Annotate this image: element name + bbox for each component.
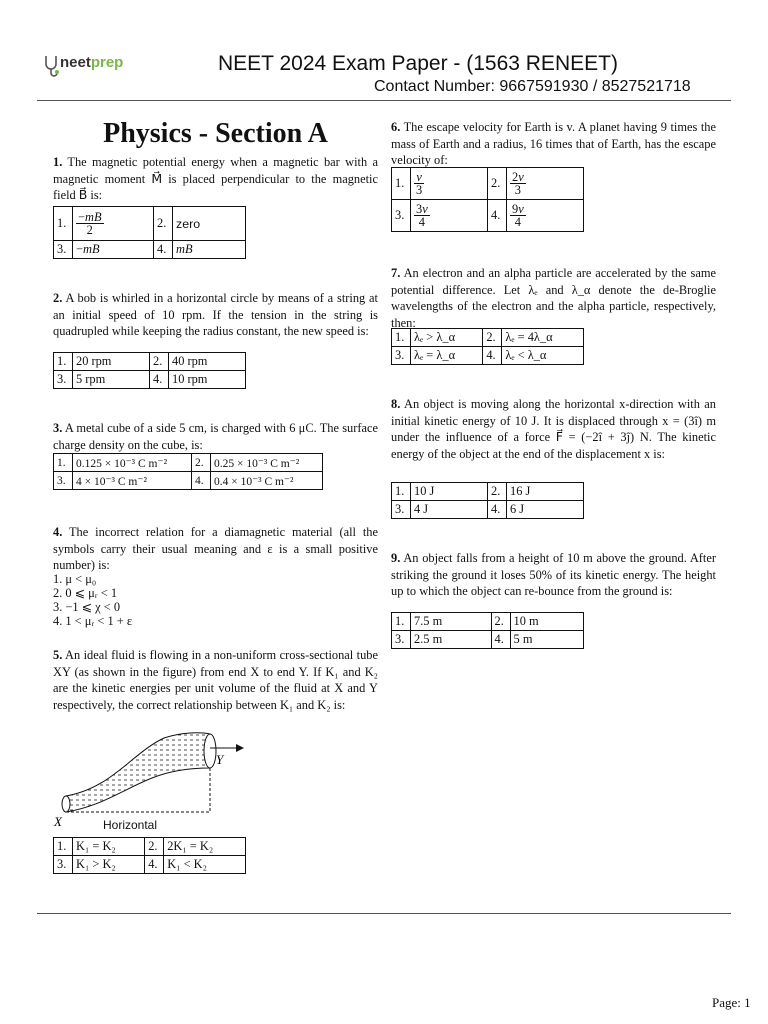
option-1[interactable]: $\frac{-mB}{2}$ — [73, 207, 154, 241]
option-2[interactable]: 40 rpm — [169, 353, 246, 371]
question-4: 4. The incorrect relation for a diamagnetic material (all the symbols carry their usual meaning and ε is a small positive number) is: — [53, 525, 378, 572]
option-2[interactable]: 2K₁ = K₂ — [164, 838, 246, 856]
option-1[interactable]: 7.5 m — [411, 613, 492, 631]
options-table-q7: 1. λₑ > λ_α 2. λₑ = 4λ_α 3. λₑ = λ_α 4. λₑ < λ_α — [391, 328, 584, 365]
figure-caption: Horizontal — [103, 818, 158, 832]
question-text: An electron and an alpha particle are accelerated by the same potential difference. Let λₑ and λ_α denote the de-Broglie wavelengths of the electron and the alpha particle, respectively, then: — [391, 266, 716, 330]
footer-divider — [37, 913, 731, 914]
options-table-q6: 1. $\frac{v}{3}$ 2. $\frac{2v}{3}$ 3. $\frac{3v}{4}$ 4. $\frac{9v}{4}$ — [391, 167, 584, 232]
question-text: An object is moving along the horizontal x-direction with an initial kinetic energy of 10 J. It is displaced through x = (3î) m under the influence of a force F⃗ = (−2î + 3ĵ) N. The kinetic energy of the object at the end of the displacement x is: — [391, 397, 716, 461]
option-1[interactable]: 10 J — [411, 483, 488, 501]
option-4[interactable]: λₑ < λ_α — [502, 347, 584, 365]
question-text: The escape velocity for Earth is v. A planet having 9 times the mass of Earth and a radius, 16 times that of Earth, has the escape velocity of: — [391, 120, 716, 167]
question-text: The incorrect relation for a diamagnetic material (all the symbols carry their usual meaning and ε is a small positive number) is: — [53, 525, 378, 572]
section-title: Physics - Section A — [103, 118, 328, 149]
logo-wordmark: neetprep — [60, 54, 124, 71]
option-4[interactable]: $\frac{9v}{4}$ — [507, 200, 584, 232]
option-3[interactable]: 5 rpm — [73, 371, 150, 389]
option-4[interactable]: 6 J — [507, 501, 584, 519]
option-1[interactable]: 20 rpm — [73, 353, 150, 371]
option-4[interactable]: 0.4 × 10⁻³ C m⁻² — [210, 472, 322, 490]
label-y: Y — [216, 752, 224, 767]
question-5: 5. An ideal fluid is flowing in a non-uniform cross-sectional tube XY (as shown in the figure) from end X to end Y. If K₁ and K₂ are the kinetic energies per unit volume of the fluid at X and Y respectively, the correct relationship between K₁ and K₂ is: — [53, 648, 379, 712]
option-3[interactable]: 3. −1 ⩽ χ < 0 — [53, 600, 121, 614]
header-divider — [37, 100, 731, 101]
options-table-q2: 1. 20 rpm 2. 40 rpm 3. 5 rpm 4. 10 rpm — [53, 352, 246, 389]
stethoscope-icon — [42, 54, 60, 78]
option-1[interactable]: 0.125 × 10⁻³ C m⁻² — [73, 454, 192, 472]
option-1[interactable]: λₑ > λ_α — [411, 329, 483, 347]
option-3[interactable]: 2.5 m — [411, 631, 492, 649]
option-2[interactable]: 0.25 × 10⁻³ C m⁻² — [210, 454, 322, 472]
question-text: The magnetic potential energy when a magnetic bar with a magnetic moment M⃗ is placed perpendicular to the magnetic field B⃗ is: — [53, 155, 378, 202]
options-table-q3: 1. 0.125 × 10⁻³ C m⁻² 2. 0.25 × 10⁻³ C m⁻² 3. 4 × 10⁻³ C m⁻² 4. 0.4 × 10⁻³ C m⁻² — [53, 453, 323, 490]
options-table-q9: 1. 7.5 m 2. 10 m 3. 2.5 m 4. 5 m — [391, 612, 584, 649]
option-4[interactable]: 10 rpm — [169, 371, 246, 389]
question-9: 9. An object falls from a height of 10 m above the ground. After striking the ground it loses 50% of its kinetic energy. The height up to which the object can re-bounce from the ground is: — [391, 551, 716, 598]
option-1[interactable]: $\frac{v}{3}$ — [411, 168, 488, 200]
question-1: 1. The magnetic potential energy when a magnetic bar with a magnetic moment M⃗ is placed perpendicular to the magnetic field B⃗ is: — [53, 155, 378, 202]
option-2[interactable]: $\frac{2v}{3}$ — [507, 168, 584, 200]
option-3[interactable]: λₑ = λ_α — [411, 347, 483, 365]
option-2[interactable]: 10 m — [510, 613, 583, 631]
question-3: 3. A metal cube of a side 5 cm, is charged with 6 μC. The surface charge density on the cube, is: — [53, 421, 378, 452]
question-text: A bob is whirled in a horizontal circle by means of a string at an initial speed of 10 rpm. If the tension in the string is quadrupled while keeping the radius constant, the new speed is: — [53, 291, 378, 338]
contact-number: Contact Number: 9667591930 / 8527521718 — [374, 78, 691, 95]
label-x: X — [54, 814, 62, 828]
option-4[interactable]: K₁ < K₂ — [164, 856, 246, 874]
question-6: 6. The escape velocity for Earth is v. A planet having 9 times the mass of Earth and a radius, 16 times that of Earth, has the escape velocity of: — [391, 120, 716, 167]
option-4[interactable]: mB — [173, 241, 246, 259]
fluid-tube-figure — [52, 728, 252, 828]
options-table-q8: 1. 10 J 2. 16 J 3. 4 J 4. 6 J — [391, 482, 584, 519]
option-2[interactable]: zero — [173, 207, 246, 241]
neetprep-logo — [42, 52, 142, 82]
options-list-q4 — [53, 572, 132, 628]
option-2[interactable]: λₑ = 4λ_α — [502, 329, 584, 347]
exam-title: NEET 2024 Exam Paper - (1563 RENEET) — [218, 52, 618, 75]
question-2: 2. A bob is whirled in a horizontal circle by means of a string at an initial speed of 10 rpm. If the tension in the string is quadrupled while keeping the radius constant, the new speed is: — [53, 291, 378, 338]
option-2[interactable]: 16 J — [507, 483, 584, 501]
option-3[interactable]: −mB — [73, 241, 154, 259]
option-1[interactable]: K₁ = K₂ — [73, 838, 145, 856]
option-3[interactable]: K₁ > K₂ — [73, 856, 145, 874]
question-7: 7. An electron and an alpha particle are accelerated by the same potential difference. Let λₑ and λ_α denote the de-Broglie wavelengths of the electron and the alpha particle, respectively, then: — [391, 266, 716, 330]
question-text: A metal cube of a side 5 cm, is charged with 6 μC. The surface charge density on the cube, is: — [53, 421, 378, 452]
option-3[interactable]: 4 × 10⁻³ C m⁻² — [73, 472, 192, 490]
option-2[interactable]: 2. 0 ⩽ μᵣ < 1 — [53, 586, 118, 600]
option-3[interactable]: 4 J — [411, 501, 488, 519]
option-4[interactable]: 5 m — [510, 631, 583, 649]
question-text: An ideal fluid is flowing in a non-uniform cross-sectional tube XY (as shown in the figure) from end X to end Y. If K₁ and K₂ are the kinetic energies per unit volume of the fluid at X and Y respectively, the correct relationship between K₁ and K₂ is: — [53, 648, 379, 712]
page-number: Page: 1 — [712, 995, 751, 1010]
option-1[interactable]: 1. μ < μ₀ — [53, 572, 97, 586]
option-4[interactable]: 4. 1 < μᵣ < 1 + ε — [53, 614, 133, 628]
question-text: An object falls from a height of 10 m above the ground. After striking the ground it loses 50% of its kinetic energy. The height up to which the object can re-bounce from the ground is: — [391, 551, 716, 598]
options-table-q1: 1. $\frac{-mB}{2}$ 2. zero 3. −mB 4. mB — [53, 206, 246, 259]
options-table-q5: 1. K₁ = K₂ 2. 2K₁ = K₂ 3. K₁ > K₂ 4. K₁ < K₂ — [53, 837, 246, 874]
question-8: 8. An object is moving along the horizontal x-direction with an initial kinetic energy of 10 J. It is displaced through x = (3î) m under the influence of a force F⃗ = (−2î + 3ĵ) N. The kinetic energy of the object at the end of the displacement x is: — [391, 397, 716, 461]
option-3[interactable]: $\frac{3v}{4}$ — [411, 200, 488, 232]
